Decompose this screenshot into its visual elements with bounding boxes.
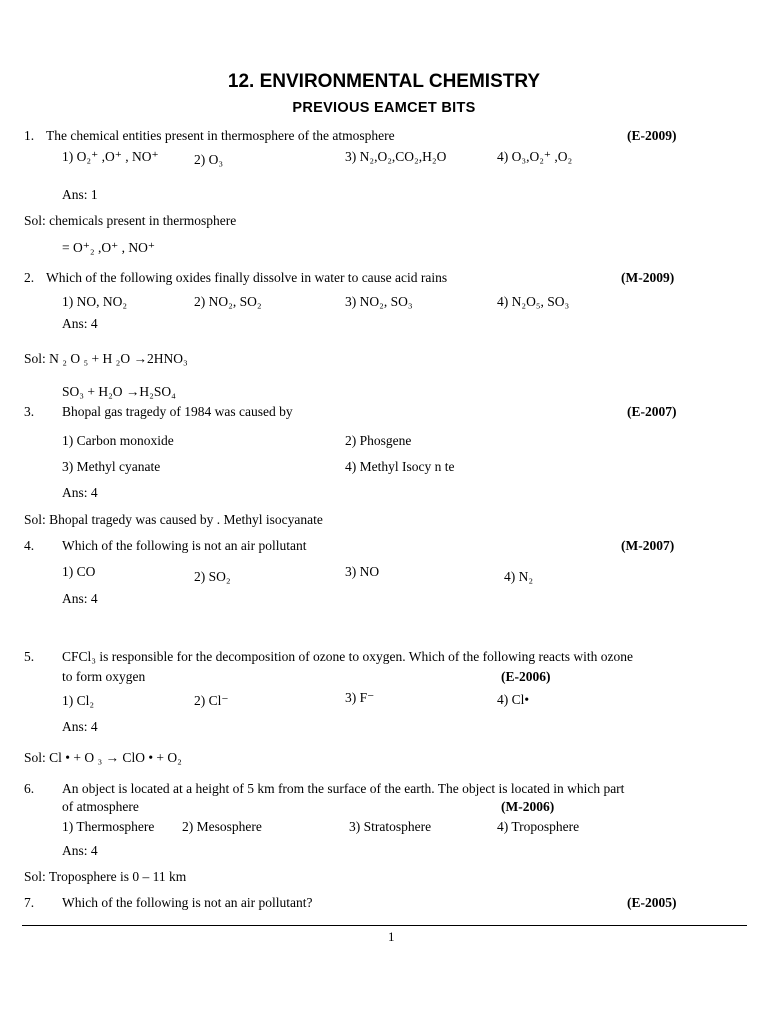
option-4: 4) Methyl Isocy n te: [345, 459, 455, 474]
option-2: 2) NO₂, SO₂: [194, 294, 262, 309]
question-number: 1.: [24, 128, 35, 143]
question-text-cont: of atmosphere: [62, 799, 139, 814]
question-text: The chemical entities present in thermosphere of the atmosphere: [46, 128, 395, 143]
solution: Sol: Bhopal tragedy was caused by . Methyl isocyanate: [24, 512, 323, 527]
page-title: 12. ENVIRONMENTAL CHEMISTRY: [227, 71, 541, 92]
exam-code: (M-2006): [501, 799, 555, 814]
option-1: 1) O₂⁺ ,O⁺ , NO⁺: [62, 149, 159, 164]
page-subtitle: PREVIOUS EAMCET BITS: [292, 100, 476, 116]
option-1: 1) Carbon monoxide: [62, 433, 174, 448]
question-number: 6.: [24, 781, 35, 796]
option-3: 3) NO₂, SO₃: [345, 294, 413, 309]
question-text: Bhopal gas tragedy of 1984 was caused by: [62, 404, 293, 419]
question-text: Which of the following oxides finally dissolve in water to cause acid rains: [46, 270, 448, 285]
answer: Ans: 4: [62, 316, 98, 331]
exam-code: (M-2007): [621, 538, 675, 553]
solution: Sol: chemicals present in thermosphere: [24, 213, 237, 228]
question-number: 5.: [24, 649, 35, 664]
question-text: An object is located at a height of 5 km from the surface of the earth. The object is located in which part: [62, 781, 625, 796]
option-4: 4) Troposphere: [497, 819, 580, 834]
question-number: 7.: [24, 895, 35, 910]
solution: Sol: N ₂ O ₅ + H ₂O →2HNO₃: [24, 351, 188, 366]
exam-code: (M-2009): [621, 270, 675, 285]
option-2: 2) O₃: [194, 152, 224, 167]
option-3: 3) F⁻: [345, 690, 375, 705]
exam-code: (E-2006): [501, 669, 551, 684]
option-2: 2) Mesosphere: [182, 819, 262, 834]
option-4: 4) O₃,O₂⁺ ,O₂: [497, 149, 573, 164]
option-4: 4) N₂: [504, 569, 534, 584]
solution-detail: = O⁺₂ ,O⁺ , NO⁺: [62, 240, 155, 255]
option-1: 1) Thermosphere: [62, 819, 155, 834]
answer: Ans: 4: [62, 719, 98, 734]
option-4: 4) Cl•: [497, 692, 530, 707]
exam-code: (E-2007): [627, 404, 677, 419]
question-number: 3.: [24, 404, 35, 419]
exam-code: (E-2005): [627, 895, 677, 910]
answer: Ans: 4: [62, 485, 98, 500]
option-1: 1) Cl₂: [62, 693, 95, 708]
option-2: 2) SO₂: [194, 569, 231, 584]
solution: Sol: Troposphere is 0 – 11 km: [24, 869, 187, 884]
option-2: 2) Phosgene: [345, 433, 412, 448]
option-3: 3) Stratosphere: [349, 819, 432, 834]
question-number: 4.: [24, 538, 35, 553]
option-1: 1) NO, NO₂: [62, 294, 128, 309]
solution: Sol: Cl • + O ₃ → ClO • + O₂: [24, 750, 182, 765]
exam-code: (E-2009): [627, 128, 677, 143]
answer: Ans: 4: [62, 843, 98, 858]
option-3: 3) N₂,O₂,CO₂,H₂O: [345, 149, 447, 164]
question-number: 2.: [24, 270, 35, 285]
question-text: CFCl₃ is responsible for the decomposition of ozone to oxygen. Which of the following reacts with ozone: [62, 649, 633, 664]
option-3: 3) Methyl cyanate: [62, 459, 161, 474]
question-text-cont: to form oxygen: [62, 669, 146, 684]
option-2: 2) Cl⁻: [194, 693, 229, 708]
option-3: 3) NO: [345, 564, 380, 579]
question-text: Which of the following is not an air pollutant: [62, 538, 307, 553]
page-number: 1: [388, 929, 395, 944]
question-text: Which of the following is not an air pollutant?: [62, 895, 313, 910]
solution-detail: SO₃ + H₂O →H₂SO₄: [62, 384, 176, 399]
footer-divider: [22, 925, 747, 926]
answer: Ans: 1: [62, 187, 98, 202]
option-1: 1) CO: [62, 564, 96, 579]
answer: Ans: 4: [62, 591, 98, 606]
option-4: 4) N₂O₅, SO₃: [497, 294, 570, 309]
